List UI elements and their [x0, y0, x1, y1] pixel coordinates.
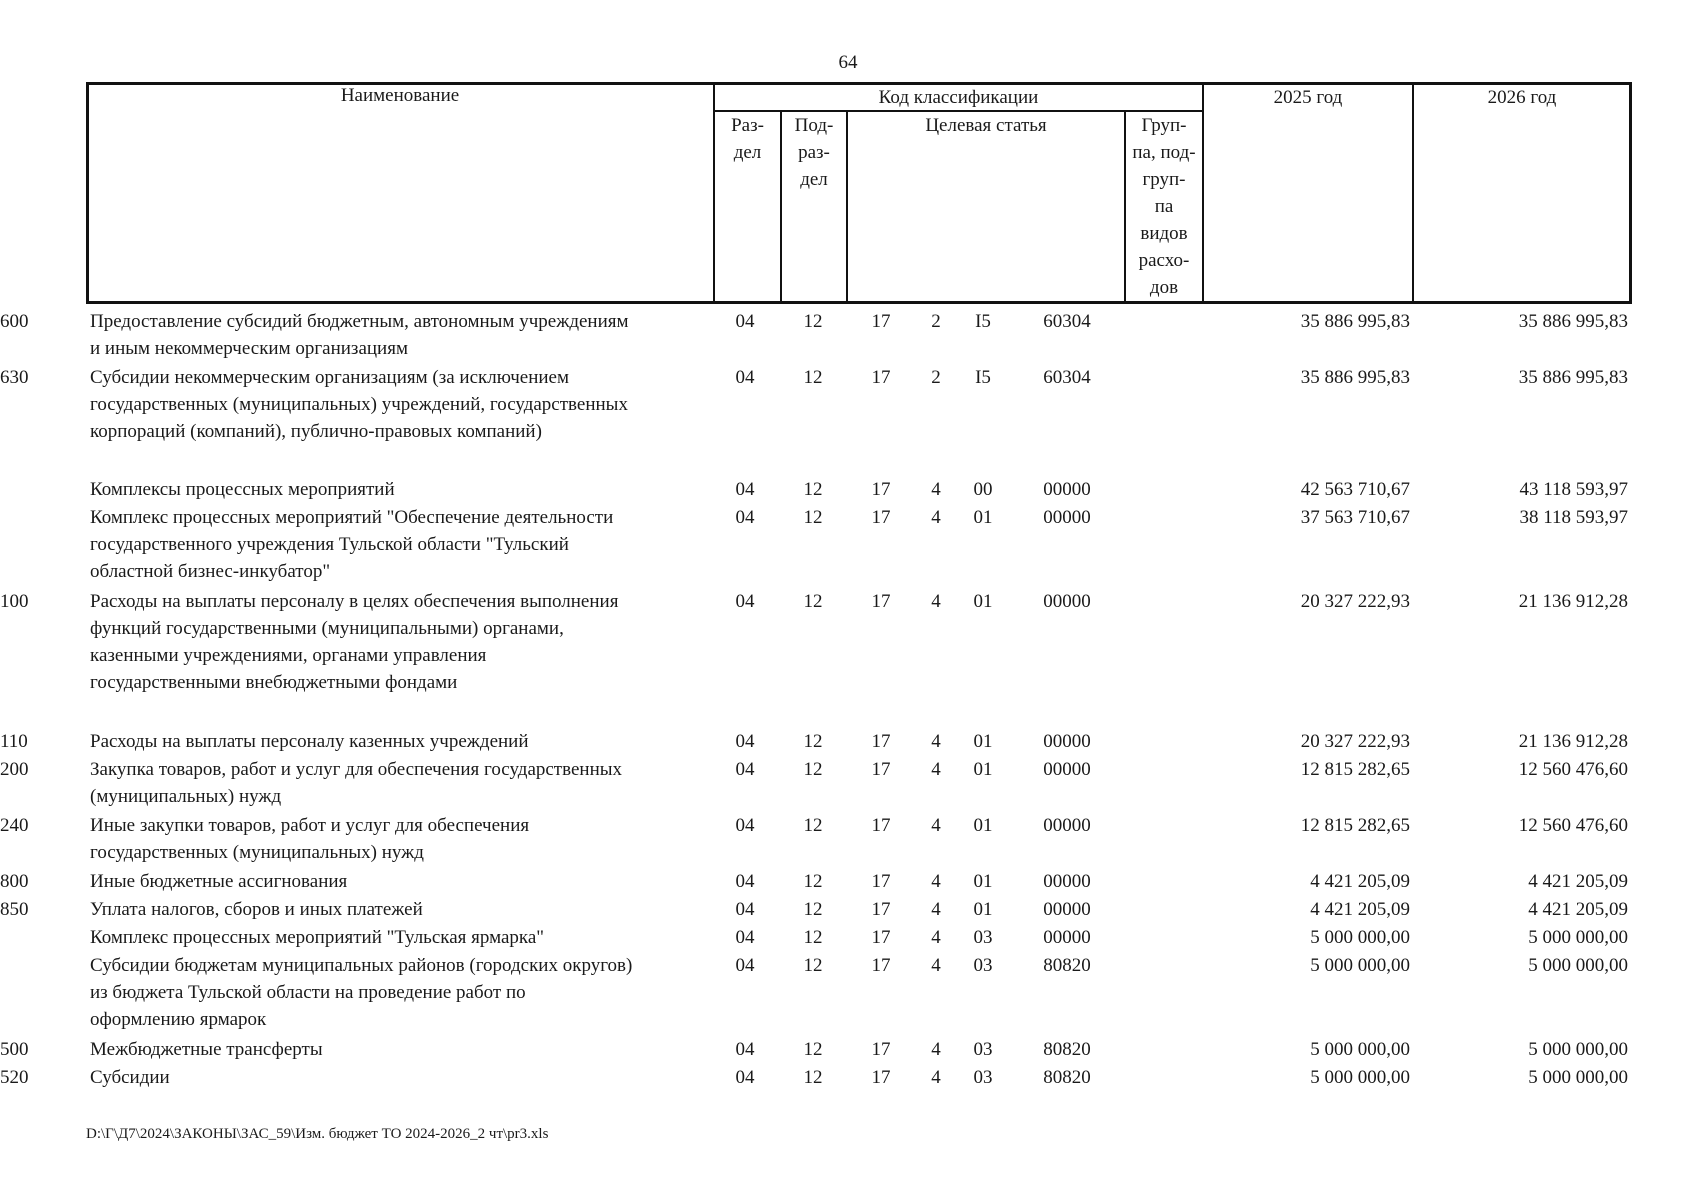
cell-y2026: 12 560 476,60 — [1518, 815, 1628, 836]
cell-ts2: 4 — [931, 927, 941, 948]
row-name-line: корпораций (компаний), публично-правовых компаний) — [90, 421, 542, 442]
cell-group: 200 — [0, 759, 29, 780]
row-name — [90, 308, 710, 362]
cell-ts3: 01 — [973, 507, 993, 528]
cell-razdel: 04 — [735, 311, 755, 332]
cell-razdel: 04 — [735, 927, 755, 948]
row-name-line: Предоставление субсидий бюджетным, автономным учреждениям — [90, 311, 629, 332]
row-name-line: оформлению ярмарок — [90, 1009, 267, 1030]
row-name-line: казенными учреждениями, органами управления — [90, 645, 487, 666]
row-name-line: функций государственными (муниципальными) органами, — [90, 618, 564, 639]
divider — [1202, 82, 1204, 304]
cell-y2025: 4 421 205,09 — [1310, 899, 1410, 920]
cell-group: 800 — [0, 871, 29, 892]
header-podrazdel-line: раз- — [798, 142, 830, 163]
row-name — [90, 924, 710, 951]
cell-podrazdel: 12 — [803, 591, 823, 612]
cell-ts1: 17 — [871, 871, 891, 892]
cell-razdel: 04 — [735, 731, 755, 752]
row-name-line: Комплекс процессных мероприятий "Обеспечение деятельности — [90, 507, 614, 528]
row-name — [90, 728, 710, 755]
cell-ts1: 17 — [871, 955, 891, 976]
header-podrazdel-line: дел — [800, 169, 828, 190]
cell-ts4: 00000 — [1043, 871, 1091, 892]
cell-ts3: 01 — [973, 815, 993, 836]
cell-podrazdel: 12 — [803, 507, 823, 528]
cell-ts2: 4 — [931, 479, 941, 500]
cell-podrazdel: 12 — [803, 1067, 823, 1088]
cell-ts1: 17 — [871, 367, 891, 388]
row-name-line: (муниципальных) нужд — [90, 786, 282, 807]
row-name-line: Комплексы процессных мероприятий — [90, 479, 395, 500]
cell-razdel: 04 — [735, 479, 755, 500]
cell-ts1: 17 — [871, 759, 891, 780]
header-group-line: расхо- — [1138, 250, 1190, 271]
row-name-line: Закупка товаров, работ и услуг для обеспечения государственных — [90, 759, 623, 780]
cell-ts3: 03 — [973, 1067, 993, 1088]
cell-ts2: 4 — [931, 1067, 941, 1088]
row-name — [90, 588, 710, 696]
cell-group: 600 — [0, 311, 29, 332]
cell-ts2: 4 — [931, 1039, 941, 1060]
cell-razdel: 04 — [735, 815, 755, 836]
header-group-line: па — [1154, 196, 1174, 217]
cell-y2026: 21 136 912,28 — [1518, 591, 1628, 612]
cell-ts4: 00000 — [1043, 591, 1091, 612]
row-name — [90, 504, 710, 585]
header-group — [1126, 112, 1202, 301]
header-year-2025: 2025 год — [1273, 87, 1343, 108]
cell-group: 240 — [0, 815, 29, 836]
cell-ts3: 01 — [973, 591, 993, 612]
row-name-line: государственных (муниципальных) учреждений, государственных — [90, 394, 628, 415]
cell-ts3: 00 — [973, 479, 993, 500]
cell-y2026: 5 000 000,00 — [1528, 1039, 1628, 1060]
cell-ts1: 17 — [871, 311, 891, 332]
cell-ts4: 60304 — [1043, 311, 1091, 332]
row-name-line: государственного учреждения Тульской области "Тульский — [90, 534, 569, 555]
cell-ts4: 00000 — [1043, 927, 1091, 948]
cell-podrazdel: 12 — [803, 759, 823, 780]
cell-ts1: 17 — [871, 731, 891, 752]
cell-ts2: 4 — [931, 591, 941, 612]
cell-group: 100 — [0, 591, 29, 612]
cell-y2025: 5 000 000,00 — [1310, 955, 1410, 976]
cell-ts3: I5 — [975, 367, 991, 388]
cell-ts4: 00000 — [1043, 479, 1091, 500]
cell-ts4: 80820 — [1043, 1039, 1091, 1060]
header-group-line: видов — [1140, 223, 1188, 244]
cell-ts1: 17 — [871, 1039, 891, 1060]
cell-ts2: 4 — [931, 731, 941, 752]
header-razdel-line: Раз- — [731, 115, 764, 136]
cell-ts4: 80820 — [1043, 1067, 1091, 1088]
row-name — [90, 896, 710, 923]
cell-ts3: 03 — [973, 955, 993, 976]
cell-ts4: 00000 — [1043, 899, 1091, 920]
cell-ts3: 03 — [973, 1039, 993, 1060]
cell-ts4: 00000 — [1043, 731, 1091, 752]
cell-y2025: 5 000 000,00 — [1310, 927, 1410, 948]
cell-ts1: 17 — [871, 927, 891, 948]
cell-y2026: 38 118 593,97 — [1519, 507, 1628, 528]
cell-y2026: 4 421 205,09 — [1528, 899, 1628, 920]
cell-ts1: 17 — [871, 591, 891, 612]
cell-y2025: 20 327 222,93 — [1300, 731, 1410, 752]
cell-ts4: 00000 — [1043, 759, 1091, 780]
file-path-footer: D:\Г\Д7\2024\ЗАКОНЫ\ЗАС_59\Изм. бюджет ТО 2024-2026_2 чт\pr3.xls — [86, 1126, 549, 1142]
cell-ts1: 17 — [871, 479, 891, 500]
row-name — [90, 476, 710, 503]
cell-ts3: 03 — [973, 927, 993, 948]
cell-group: 110 — [0, 731, 28, 752]
cell-ts2: 4 — [931, 955, 941, 976]
cell-y2026: 43 118 593,97 — [1519, 479, 1628, 500]
header-razdel — [715, 112, 780, 166]
cell-razdel: 04 — [735, 1067, 755, 1088]
row-name-line: Комплекс процессных мероприятий "Тульская ярмарка" — [90, 927, 545, 948]
cell-podrazdel: 12 — [803, 815, 823, 836]
cell-group: 520 — [0, 1067, 29, 1088]
cell-y2026: 21 136 912,28 — [1518, 731, 1628, 752]
row-name-line: Межбюджетные трансферты — [90, 1039, 323, 1060]
row-name-line: Расходы на выплаты персоналу в целях обеспечения выполнения — [90, 591, 619, 612]
header-name: Наименование — [340, 85, 460, 106]
cell-podrazdel: 12 — [803, 367, 823, 388]
cell-razdel: 04 — [735, 871, 755, 892]
header-year-2026: 2026 год — [1487, 87, 1557, 108]
cell-podrazdel: 12 — [803, 311, 823, 332]
cell-ts3: I5 — [975, 311, 991, 332]
cell-ts2: 4 — [931, 899, 941, 920]
row-name — [90, 756, 710, 810]
cell-y2025: 5 000 000,00 — [1310, 1039, 1410, 1060]
header-group-line: дов — [1149, 277, 1179, 298]
row-name-line: Субсидии некоммерческим организациям (за исключением — [90, 367, 569, 388]
cell-group: 630 — [0, 367, 29, 388]
cell-ts4: 00000 — [1043, 507, 1091, 528]
cell-ts1: 17 — [871, 899, 891, 920]
cell-razdel: 04 — [735, 955, 755, 976]
cell-podrazdel: 12 — [803, 955, 823, 976]
row-name-line: Расходы на выплаты персоналу казенных учреждений — [90, 731, 529, 752]
row-name-line: Субсидии бюджетам муниципальных районов (городских округов) — [90, 955, 633, 976]
cell-podrazdel: 12 — [803, 479, 823, 500]
cell-y2026: 35 886 995,83 — [1518, 367, 1628, 388]
cell-ts3: 01 — [973, 899, 993, 920]
cell-ts3: 01 — [973, 759, 993, 780]
row-name-line: Иные бюджетные ассигнования — [90, 871, 348, 892]
cell-y2025: 35 886 995,83 — [1300, 311, 1410, 332]
cell-ts2: 4 — [931, 759, 941, 780]
row-name-line: государственными внебюджетными фондами — [90, 672, 458, 693]
cell-ts4: 80820 — [1043, 955, 1091, 976]
cell-y2026: 5 000 000,00 — [1528, 955, 1628, 976]
cell-ts2: 4 — [931, 507, 941, 528]
cell-razdel: 04 — [735, 507, 755, 528]
header-target-article: Целевая статья — [925, 115, 1047, 136]
cell-y2026: 5 000 000,00 — [1528, 927, 1628, 948]
cell-y2025: 5 000 000,00 — [1310, 1067, 1410, 1088]
cell-podrazdel: 12 — [803, 927, 823, 948]
cell-ts4: 60304 — [1043, 367, 1091, 388]
cell-y2025: 12 815 282,65 — [1300, 815, 1410, 836]
row-name-line: областной бизнес-инкубатор" — [90, 561, 331, 582]
cell-y2025: 35 886 995,83 — [1300, 367, 1410, 388]
row-name-line: из бюджета Тульской области на проведение работ по — [90, 982, 526, 1003]
row-name-line: Субсидии — [90, 1067, 170, 1088]
cell-ts2: 2 — [931, 367, 941, 388]
cell-group: 500 — [0, 1039, 29, 1060]
cell-ts4: 00000 — [1043, 815, 1091, 836]
cell-y2025: 20 327 222,93 — [1300, 591, 1410, 612]
divider — [846, 110, 848, 304]
header-podrazdel-line: Под- — [794, 115, 834, 136]
cell-ts3: 01 — [973, 731, 993, 752]
row-name — [90, 364, 710, 445]
header-group-line: груп- — [1142, 169, 1186, 190]
cell-y2025: 12 815 282,65 — [1300, 759, 1410, 780]
cell-y2025: 4 421 205,09 — [1310, 871, 1410, 892]
cell-ts2: 4 — [931, 815, 941, 836]
cell-podrazdel: 12 — [803, 731, 823, 752]
cell-y2025: 42 563 710,67 — [1300, 479, 1410, 500]
cell-y2026: 5 000 000,00 — [1528, 1067, 1628, 1088]
cell-ts1: 17 — [871, 1067, 891, 1088]
row-name-line: Иные закупки товаров, работ и услуг для обеспечения — [90, 815, 530, 836]
header-group-line: Груп- — [1141, 115, 1187, 136]
cell-y2026: 12 560 476,60 — [1518, 759, 1628, 780]
cell-ts1: 17 — [871, 507, 891, 528]
row-name-line: Уплата налогов, сборов и иных платежей — [90, 899, 423, 920]
cell-y2026: 4 421 205,09 — [1528, 871, 1628, 892]
row-name — [90, 1036, 710, 1063]
header-group-line: па, под- — [1132, 142, 1196, 163]
cell-y2026: 35 886 995,83 — [1518, 311, 1628, 332]
cell-podrazdel: 12 — [803, 871, 823, 892]
row-name — [90, 812, 710, 866]
cell-y2025: 37 563 710,67 — [1300, 507, 1410, 528]
row-name — [90, 868, 710, 895]
cell-razdel: 04 — [735, 1039, 755, 1060]
divider — [1412, 82, 1414, 304]
cell-ts2: 4 — [931, 871, 941, 892]
cell-ts3: 01 — [973, 871, 993, 892]
header-razdel-line: дел — [733, 142, 762, 163]
cell-podrazdel: 12 — [803, 1039, 823, 1060]
row-name-line: и иным некоммерческим организациям — [90, 338, 408, 359]
cell-ts1: 17 — [871, 815, 891, 836]
row-name-line: государственных (муниципальных) нужд — [90, 842, 424, 863]
header-code-classification: Код классификации — [878, 87, 1039, 108]
cell-razdel: 04 — [735, 591, 755, 612]
header-podrazdel — [782, 112, 846, 193]
row-name — [90, 1064, 710, 1091]
page-number: 64 — [838, 52, 858, 73]
cell-group: 850 — [0, 899, 29, 920]
cell-podrazdel: 12 — [803, 899, 823, 920]
cell-razdel: 04 — [735, 899, 755, 920]
cell-ts2: 2 — [931, 311, 941, 332]
cell-razdel: 04 — [735, 367, 755, 388]
cell-razdel: 04 — [735, 759, 755, 780]
row-name — [90, 952, 710, 1033]
